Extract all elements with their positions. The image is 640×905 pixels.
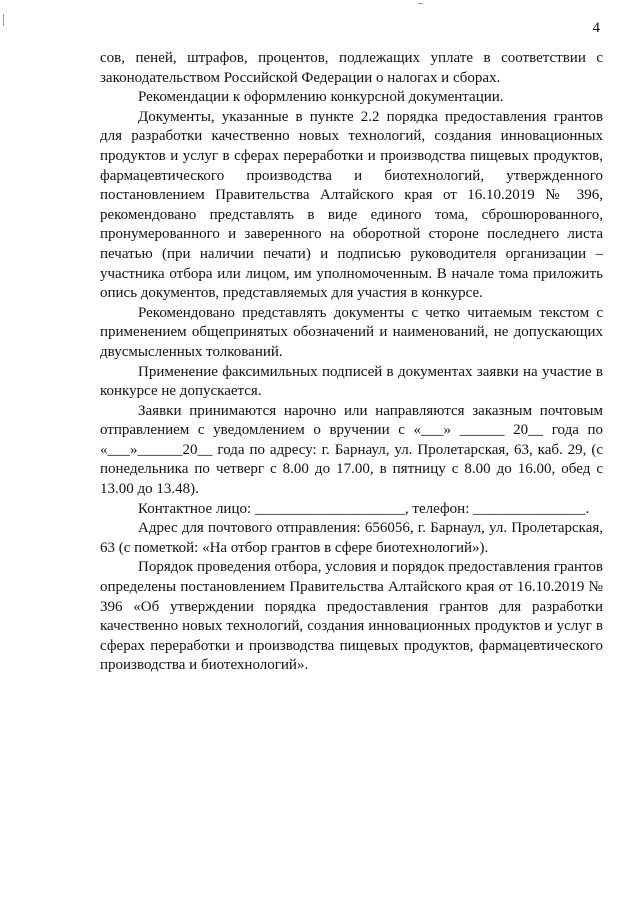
paragraph-readable-text: Рекомендовано представлять документы с четко читаемым текстом с применением общепринятых обозначений и наименований, не допускающих двусмысленных толкований. <box>100 304 603 360</box>
paragraph-documents: Документы, указанные в пункте 2.2 порядка предоставления грантов для разработки качественно новых технологий, создания инновационных продуктов и услуг в сферах переработки и производства пищевых продуктов, фармацевтического производства и биотехнологий, утвержденного постановлением Правительства Алтайского края от 16.10.2019 № 396, рекомендовано представлять в виде единого тома, сброшюрованного, пронумерованного и заверенного на оборотной стороне последнего листа печатью (при наличии печати) и подписью руководителя организации – участника отбора или лицом, им уполномоченным. В начале тома приложить опись документов, представляемых для участия в конкурсе. <box>100 108 603 302</box>
scan-edge-mark <box>3 14 4 26</box>
paragraph-recommendations-heading: Рекомендации к оформлению конкурсной документации. <box>138 89 504 106</box>
page-number: 4 <box>592 20 600 36</box>
scan-top-mark <box>418 3 423 4</box>
paragraph-submission: Заявки принимаются нарочно или направляются заказным почтовым отправлением с уведомлением о вручении с «___» ______ 20__ года по «___»______20__ года по адресу: г. Барнаул, ул. Пролетарская, 63, каб. 29, (с понедельника по четверг с 8.00 до 17.00, в пятницу с 8.00 до 16.00, обед с 13.00 до 13.48). <box>100 402 603 498</box>
paragraph-facsimile: Применение факсимильных подписей в документах заявки на участие в конкурсе не допускается. <box>100 363 603 400</box>
paragraph-continuation: сов, пеней, штрафов, процентов, подлежащих уплате в соответствии с законодательством Российской Федерации о налогах и сборах. <box>100 50 603 86</box>
paragraph-contact: Контактное лицо: ____________________, телефон: _______________. <box>138 500 590 517</box>
paragraph-postal-address: Адрес для почтового отправления: 656056, г. Барнаул, ул. Пролетарская, 63 (с пометкой: «На отбор грантов в сфере биотехнологий»). <box>100 520 603 556</box>
document-body <box>100 49 603 676</box>
paragraph-procedure: Порядок проведения отбора, условия и порядок предоставления грантов определены постановлением Правительства Алтайского края от 16.10.2019 № 396 «Об утверждении порядка предоставления грантов для разработки качественно новых технологий, создания инновационных продуктов и услуг в сферах переработки и производства пищевых продуктов, фармацевтического производства и биотехнологий». <box>100 559 603 674</box>
